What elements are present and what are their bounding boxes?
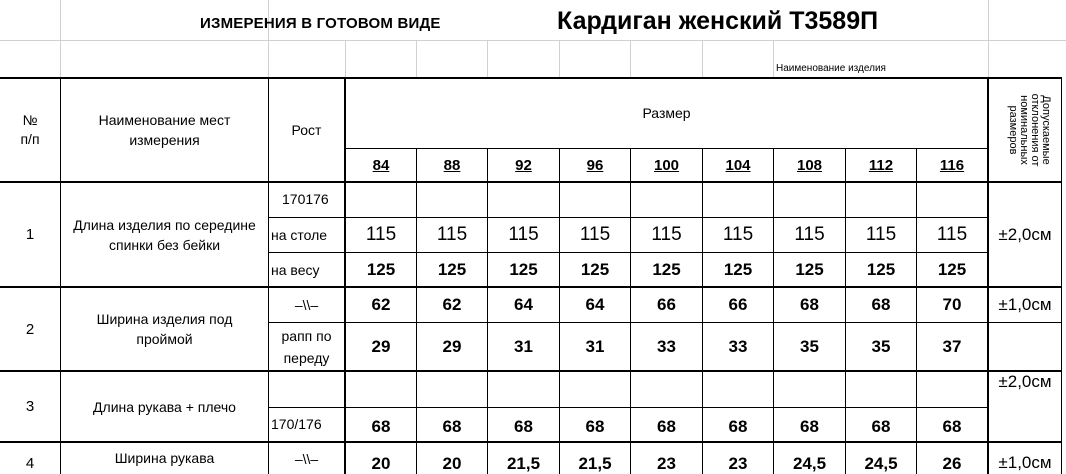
value-cell: 115 xyxy=(865,224,897,245)
value-cell: 68 xyxy=(800,416,819,436)
row-index: 2 xyxy=(25,320,35,338)
value-cell: 24,5 xyxy=(792,453,827,473)
value-cell: 33 xyxy=(657,336,676,356)
value-cell: 115 xyxy=(436,224,468,245)
value-cell: 115 xyxy=(936,224,968,245)
value-cell: 68 xyxy=(514,416,533,436)
value-cell: 20 xyxy=(442,453,462,473)
measurements-title: ИЗМЕРЕНИЯ В ГОТОВОМ ВИДЕ xyxy=(200,15,441,32)
size-label: 88 xyxy=(443,156,461,174)
value-cell: 125 xyxy=(509,259,538,279)
product-caption: Наименование изделия xyxy=(776,63,886,74)
value-cell: 68 xyxy=(728,416,748,436)
value-cell: 68 xyxy=(371,416,391,436)
col-height-header: Рост xyxy=(291,121,322,138)
size-label: 96 xyxy=(586,156,604,174)
row-index: 3 xyxy=(25,398,35,415)
value-cell: 64 xyxy=(585,295,605,314)
value-cell: 68 xyxy=(942,416,962,436)
value-cell: 125 xyxy=(866,259,896,279)
size-label: 112 xyxy=(868,156,894,174)
value-cell: 68 xyxy=(800,295,819,314)
value-cell: 125 xyxy=(580,259,610,279)
value-cell: 66 xyxy=(728,295,748,314)
value-cell: 68 xyxy=(657,416,676,436)
value-cell: 20 xyxy=(371,453,391,473)
row-height: –\\– xyxy=(294,450,319,467)
value-cell: 62 xyxy=(371,295,391,314)
value-cell: 125 xyxy=(652,259,681,279)
row-place: Ширина изделия под проймой xyxy=(96,311,233,347)
row-place: Ширина рукава xyxy=(114,449,215,466)
value-cell: 29 xyxy=(442,336,462,356)
value-cell: 35 xyxy=(871,336,891,356)
col-index-header: № п/п xyxy=(20,111,40,147)
value-cell: 125 xyxy=(723,259,753,279)
value-cell: 115 xyxy=(508,224,539,245)
row-height: –\\– xyxy=(294,297,319,313)
col-tolerance-header: Допускаемые отклонения от номинальных размеров xyxy=(1007,93,1052,167)
size-label: 104 xyxy=(725,156,751,174)
size-label: 84 xyxy=(372,156,390,174)
value-cell: 125 xyxy=(366,259,396,279)
row-height: на весу xyxy=(271,262,320,278)
size-label: 108 xyxy=(796,156,823,174)
row-tolerance: ±1,0см xyxy=(998,295,1052,314)
value-cell: 68 xyxy=(442,416,462,436)
value-cell: 62 xyxy=(442,295,462,314)
product-title: Кардиган женский Т3589П xyxy=(557,7,879,35)
value-cell: 68 xyxy=(585,416,605,436)
value-cell: 31 xyxy=(585,336,605,356)
value-cell: 68 xyxy=(871,295,891,314)
row-height: рапп по переду xyxy=(281,327,332,366)
value-cell: 125 xyxy=(437,259,467,279)
value-cell: 21,5 xyxy=(578,453,612,473)
value-cell: 115 xyxy=(579,224,611,245)
value-cell: 115 xyxy=(722,224,754,245)
row-height: 170/176 xyxy=(271,416,322,432)
row-index: 1 xyxy=(25,226,35,243)
value-cell: 33 xyxy=(728,336,748,356)
row-height: на столе xyxy=(271,227,328,243)
value-cell: 29 xyxy=(371,336,391,356)
value-cell: 66 xyxy=(657,295,676,314)
value-cell: 35 xyxy=(800,336,819,356)
value-cell: 31 xyxy=(514,336,533,356)
value-cell: 23 xyxy=(728,453,748,473)
row-tolerance: ±1,0см xyxy=(998,452,1052,472)
value-cell: 70 xyxy=(942,295,962,314)
value-cell: 115 xyxy=(651,224,682,245)
size-label: 100 xyxy=(653,156,680,174)
size-label: 92 xyxy=(515,156,532,174)
value-cell: 37 xyxy=(942,336,962,356)
row-tolerance: ±2,0см xyxy=(998,372,1052,391)
value-cell: 23 xyxy=(657,453,676,473)
value-cell: 115 xyxy=(794,224,825,245)
size-label: 116 xyxy=(939,156,965,174)
row-place: Длина рукава + плечо xyxy=(93,398,236,415)
col-place-header: Наименование мест измерения xyxy=(98,111,231,148)
value-cell: 115 xyxy=(365,224,397,245)
value-cell: 26 xyxy=(942,453,962,473)
value-cell: 125 xyxy=(795,259,824,279)
row-height: 170176 xyxy=(282,191,329,207)
value-cell: 64 xyxy=(514,295,533,314)
col-size-header: Размер xyxy=(642,105,691,121)
row-index: 4 xyxy=(25,455,35,472)
row-tolerance: ±2,0см xyxy=(998,224,1052,244)
value-cell: 68 xyxy=(871,416,891,436)
value-cell: 125 xyxy=(937,259,967,279)
row-place: Длина изделия по середине спинки без бейки xyxy=(73,216,256,253)
value-cell: 21,5 xyxy=(506,453,541,473)
value-cell: 24,5 xyxy=(864,453,898,473)
